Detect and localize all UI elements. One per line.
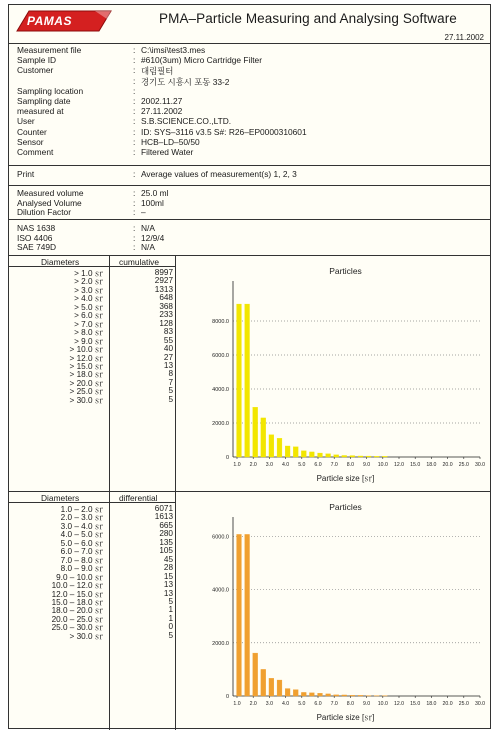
x-tick-label: 7.0 — [330, 701, 338, 707]
bar — [382, 456, 387, 457]
y-tick-label: 2000.0 — [212, 640, 229, 647]
y-tick-label: 6000.0 — [212, 353, 229, 359]
bar — [237, 534, 242, 696]
count-cell: 0 — [168, 622, 173, 632]
diameter-cell: 7.0 – 8.0 ㏛ — [60, 555, 103, 565]
divider — [9, 219, 490, 220]
bar — [269, 678, 274, 696]
bar — [358, 695, 363, 696]
x-tick-label: 25.0 — [458, 701, 469, 707]
info-label: Sensor — [17, 136, 44, 147]
x-tick-label: 30.0 — [474, 701, 486, 707]
diameter-cell: 2.0 – 3.0 ㏛ — [60, 513, 103, 523]
bar — [318, 453, 323, 457]
bar — [253, 653, 258, 696]
bar — [318, 693, 323, 696]
diameter-cell: > 5.0 ㏛ — [74, 302, 103, 312]
x-tick-label: 18.0 — [426, 462, 437, 468]
info-label: Measured volume — [17, 188, 84, 198]
diameter-cell: 12.0 – 15.0 ㏛ — [51, 589, 103, 599]
diameter-cell: > 8.0 ㏛ — [74, 328, 103, 338]
x-tick-label: 8.0 — [346, 462, 355, 468]
info-value: 12/9/4 — [141, 232, 165, 243]
info-label: User — [17, 116, 35, 127]
x-tick-label: 18.0 — [426, 701, 437, 707]
info-colon: : — [133, 188, 136, 198]
x-tick-label: 2.0 — [249, 701, 257, 707]
chart-title: Particles — [329, 266, 362, 276]
count-cell: 1313 — [154, 284, 173, 294]
diameter-cell: 9.0 – 10.0 ㏛ — [56, 572, 103, 582]
count-cell: 13 — [163, 360, 173, 370]
y-tick-label: 2000.0 — [212, 421, 229, 427]
x-tick-label: 20.0 — [442, 701, 453, 707]
count-cell: 8997 — [154, 268, 173, 277]
bar — [277, 680, 282, 696]
info-label: Comment — [17, 147, 54, 157]
bar — [342, 455, 347, 457]
logo-text: PAMAS — [27, 14, 72, 28]
count-cell: 105 — [159, 546, 173, 556]
bar — [285, 446, 290, 457]
x-axis-label: Particle size [㏛] — [316, 474, 375, 483]
info-label: Sampling location — [17, 85, 84, 96]
diameter-cell: 15.0 – 18.0 ㏛ — [51, 597, 103, 607]
info-colon: : — [133, 85, 136, 96]
bar — [366, 456, 371, 457]
diameter-cell: 4.0 – 5.0 ㏛ — [60, 530, 103, 540]
x-tick-label: 20.0 — [442, 462, 453, 468]
count-cell: 368 — [159, 301, 173, 311]
info-value: 경기도 시흥시 포동 33-2 — [141, 76, 230, 87]
diameter-cell: > 7.0 ㏛ — [74, 319, 103, 329]
bar — [309, 693, 314, 696]
info-value: 100ml — [141, 197, 164, 208]
bar — [350, 695, 355, 696]
info-colon: : — [133, 223, 136, 233]
count-cell: 5 — [168, 630, 173, 640]
differential-col-values: differential — [119, 493, 158, 503]
diameter-cell: > 4.0 ㏛ — [74, 294, 103, 304]
diameter-cell: > 25.0 ㏛ — [69, 387, 103, 397]
bar — [293, 690, 298, 696]
diameter-cell: > 20.0 ㏛ — [69, 378, 103, 388]
info-value: ID: SYS–3116 v3.5 S#: R26–EP0000310601 — [141, 126, 307, 137]
info-value: 2002.11.27 — [141, 96, 183, 106]
cumulative-col-values: cumulative — [119, 257, 160, 267]
count-cell: 665 — [159, 520, 173, 530]
x-tick-label: 25.0 — [458, 462, 469, 468]
diameter-cell: 18.0 – 20.0 ㏛ — [51, 606, 103, 616]
info-label: Dilution Factor — [17, 207, 71, 217]
bar — [358, 456, 363, 457]
x-tick-label: 5.0 — [298, 701, 306, 707]
y-tick-label: 8000.0 — [212, 319, 229, 325]
x-tick-label: 1.0 — [233, 701, 241, 707]
count-cell: 1 — [168, 605, 173, 615]
bar — [326, 694, 331, 696]
info-label: Counter — [17, 126, 47, 137]
count-cell: 5 — [168, 394, 173, 404]
page-title: PMA–Particle Measuring and Analysing Software — [159, 11, 457, 26]
info-value: #610(3um) Micro Cartridge Filter — [141, 55, 263, 66]
info-colon: : — [133, 147, 136, 157]
info-value: C:\imsi\test3.mes — [141, 45, 206, 55]
info-colon: : — [133, 75, 136, 86]
bar — [237, 304, 242, 457]
print-value: Average values of measurement(s) 1, 2, 3 — [141, 169, 297, 179]
info-value: N/A — [141, 242, 155, 252]
x-tick-label: 6.0 — [314, 701, 322, 707]
y-tick-label: 0 — [225, 694, 229, 700]
diameter-cell: > 3.0 ㏛ — [74, 285, 103, 295]
bar — [261, 669, 266, 696]
bar — [342, 695, 347, 696]
info-colon: : — [133, 106, 136, 117]
diameter-cell: > 18.0 ㏛ — [69, 370, 103, 380]
x-tick-label: 15.0 — [410, 462, 421, 468]
info-label: Analysed Volume — [17, 197, 82, 208]
count-cell: 13 — [163, 580, 173, 590]
report-date: 27.11.2002 — [444, 33, 484, 42]
count-cell: 1 — [168, 613, 173, 623]
chart-title: Particles — [329, 502, 362, 512]
y-tick-label: 4000.0 — [212, 587, 229, 594]
info-value: N/A — [141, 223, 155, 233]
x-tick-label: 3.0 — [265, 462, 274, 468]
y-tick-label: 0 — [225, 455, 229, 461]
info-value: Filtered Water — [141, 147, 194, 157]
diameter-cell: > 2.0 ㏛ — [74, 277, 103, 287]
x-tick-label: 1.0 — [233, 462, 241, 468]
x-tick-label: 5.0 — [298, 462, 306, 468]
count-cell: 55 — [163, 335, 173, 345]
info-colon: : — [133, 65, 136, 76]
count-cell: 648 — [159, 293, 173, 303]
info-label: Measurement file — [17, 45, 82, 55]
bar — [309, 452, 314, 457]
info-colon: : — [133, 207, 136, 217]
count-cell: 1613 — [154, 512, 173, 522]
cumulative-col-diameters: Diameters — [41, 257, 80, 267]
count-cell: 135 — [159, 537, 173, 547]
report-sheet — [8, 4, 491, 729]
x-tick-label: 6.0 — [314, 462, 322, 468]
x-tick-label: 30.0 — [474, 462, 486, 468]
count-cell: 15 — [163, 571, 173, 581]
divider — [175, 491, 176, 730]
diameter-cell: 6.0 – 7.0 ㏛ — [60, 547, 103, 557]
count-cell: 40 — [163, 344, 173, 354]
info-label: ISO 4406 — [17, 232, 53, 243]
divider — [109, 255, 110, 491]
info-label: NAS 1638 — [17, 223, 56, 233]
count-cell: 6071 — [154, 504, 173, 513]
bar — [285, 689, 290, 696]
x-tick-label: 3.0 — [265, 701, 274, 707]
diameter-cell: 8.0 – 9.0 ㏛ — [60, 564, 103, 574]
count-cell: 45 — [163, 554, 173, 564]
differential-particles-chart — [177, 493, 490, 728]
bar — [301, 451, 306, 457]
diameter-cell: 10.0 – 12.0 ㏛ — [51, 581, 103, 591]
diameter-cell: > 6.0 ㏛ — [74, 311, 103, 321]
info-colon: : — [133, 126, 136, 137]
info-colon: : — [133, 96, 136, 106]
x-tick-label: 4.0 — [281, 701, 290, 707]
info-value: HCB–LD–50/50 — [141, 136, 200, 147]
x-tick-label: 12.0 — [393, 701, 405, 707]
count-cell: 2927 — [154, 276, 173, 286]
info-colon: : — [133, 136, 136, 147]
count-cell: 27 — [163, 352, 173, 362]
x-axis-label: Particle size [㏛] — [316, 713, 375, 722]
count-cell: 7 — [168, 377, 173, 387]
divider — [9, 185, 490, 186]
x-tick-label: 4.0 — [281, 462, 290, 468]
bar — [334, 455, 339, 457]
count-cell: 8 — [168, 369, 173, 379]
bar — [245, 304, 250, 457]
info-label: measured at — [17, 106, 64, 117]
divider — [175, 255, 176, 491]
count-cell: 13 — [163, 588, 173, 598]
divider — [9, 255, 490, 256]
x-tick-label: 15.0 — [410, 701, 421, 707]
bar — [269, 435, 274, 457]
count-cell: 233 — [159, 310, 173, 320]
count-cell: 128 — [159, 318, 173, 328]
diameter-cell: 20.0 – 25.0 ㏛ — [51, 614, 103, 624]
diameter-cell: 5.0 – 6.0 ㏛ — [60, 538, 103, 548]
report-header — [9, 5, 490, 44]
info-colon: : — [133, 55, 136, 66]
x-tick-label: 10.0 — [377, 462, 388, 468]
info-value: 대림필터 — [141, 66, 174, 77]
diameter-cell: > 9.0 ㏛ — [74, 336, 103, 346]
divider — [9, 491, 490, 492]
info-colon: : — [133, 232, 136, 243]
x-tick-label: 7.0 — [330, 462, 338, 468]
bar — [261, 418, 266, 457]
bar — [253, 407, 258, 457]
x-tick-label: 12.0 — [393, 462, 405, 468]
y-tick-label: 6000.0 — [212, 534, 229, 541]
count-cell: 280 — [159, 529, 173, 539]
diameter-cell: 1.0 – 2.0 ㏛ — [60, 505, 103, 514]
count-cell: 5 — [168, 596, 173, 606]
x-tick-label: 9.0 — [362, 462, 371, 468]
x-tick-label: 9.0 — [362, 701, 371, 707]
bar — [245, 534, 250, 696]
x-tick-label: 8.0 — [346, 701, 355, 707]
count-cell: 5 — [168, 386, 173, 396]
x-tick-label: 10.0 — [377, 701, 388, 707]
info-label: Customer — [17, 65, 54, 76]
info-colon: : — [133, 45, 136, 55]
diameter-cell: 3.0 – 4.0 ㏛ — [60, 521, 103, 531]
divider — [109, 491, 110, 730]
differential-col-diameters: Diameters — [41, 493, 80, 503]
diameter-cell: > 1.0 ㏛ — [74, 269, 103, 278]
info-colon: : — [133, 197, 136, 208]
bar — [277, 438, 282, 457]
info-value: – — [141, 207, 146, 217]
info-colon: : — [133, 242, 136, 252]
x-tick-label: 2.0 — [249, 462, 257, 468]
diameter-cell: > 30.0 ㏛ — [69, 631, 103, 641]
info-label: Sample ID — [17, 55, 57, 66]
bar — [350, 456, 355, 457]
diameter-cell: > 10.0 ㏛ — [69, 345, 103, 355]
diameter-cell: > 12.0 ㏛ — [69, 353, 103, 363]
divider — [9, 165, 490, 166]
bar — [326, 454, 331, 457]
bar — [293, 447, 298, 457]
info-value: 27.11.2002 — [141, 106, 183, 117]
diameter-cell: > 30.0 ㏛ — [69, 395, 103, 405]
info-label: Sampling date — [17, 96, 71, 106]
print-label: Print — [17, 169, 35, 179]
diameter-cell: > 15.0 ㏛ — [69, 361, 103, 371]
cumulative-particles-chart — [177, 257, 490, 489]
bar — [374, 456, 379, 457]
info-colon: : — [133, 169, 136, 179]
info-value: S.B.SCIENCE.CO.,LTD. — [141, 116, 232, 127]
info-colon: : — [133, 116, 136, 127]
count-cell: 83 — [163, 327, 173, 337]
diameter-cell: 25.0 – 30.0 ㏛ — [51, 623, 103, 633]
count-cell: 28 — [163, 563, 173, 573]
info-label: SAE 749D — [17, 242, 57, 252]
y-tick-label: 4000.0 — [212, 387, 229, 393]
bar — [334, 695, 339, 696]
bar — [301, 692, 306, 696]
info-value: 25.0 ml — [141, 188, 169, 198]
